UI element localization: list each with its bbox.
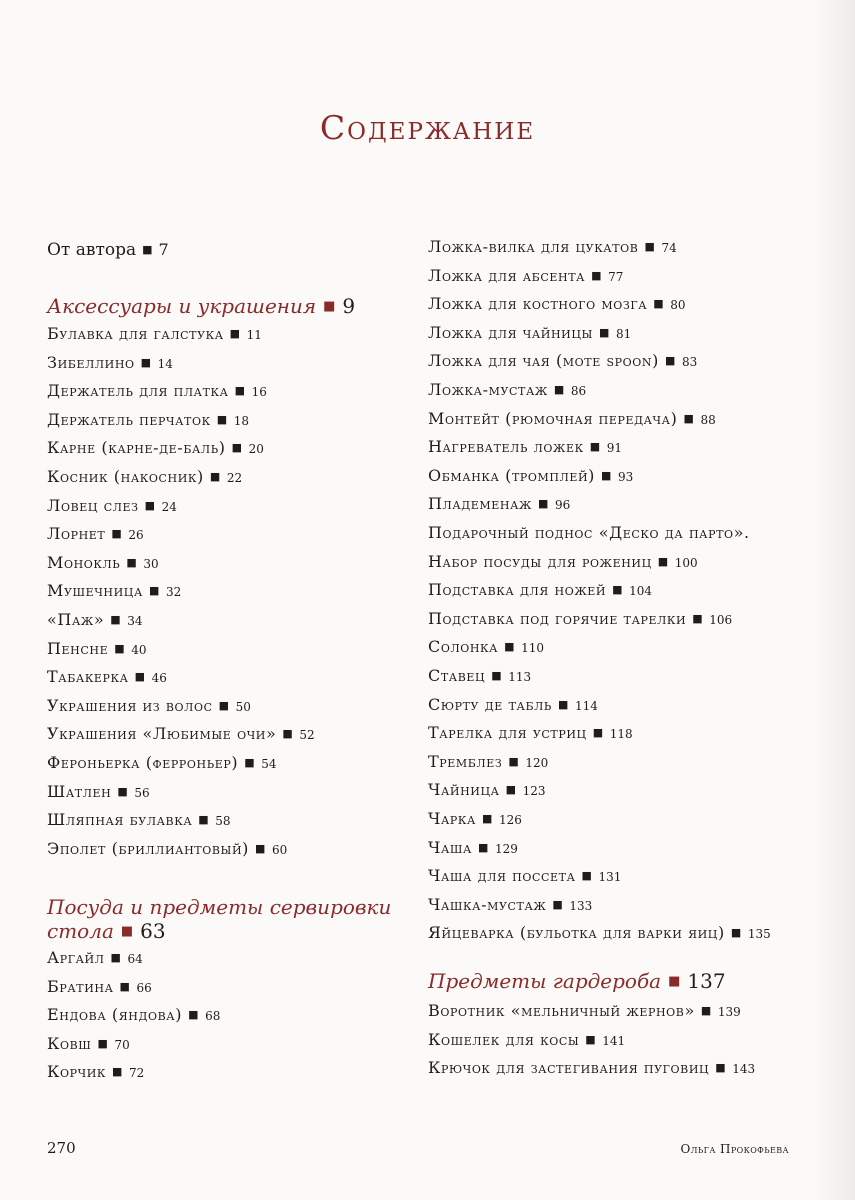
toc-entry-page: 16	[251, 385, 267, 400]
bullet-icon: ■	[140, 355, 152, 369]
bullet-icon: ■	[218, 698, 230, 712]
toc-entry-label: Ловец слез	[47, 495, 139, 515]
toc-entry[interactable]	[428, 266, 623, 285]
toc-entry-label: Обманка (тромплей)	[428, 465, 596, 485]
bullet-icon: ■	[715, 1061, 727, 1075]
bullet-icon: ■	[229, 327, 241, 340]
toc-entry-label: Лорнет	[47, 524, 106, 544]
bullet-icon: ■	[591, 268, 603, 282]
toc-entry[interactable]	[428, 380, 586, 399]
toc-entry-label: Мушечница	[47, 581, 143, 601]
toc-entry-label: Эполет (бриллиантовый)	[47, 838, 249, 858]
section-heading-wardrobe[interactable]	[428, 969, 726, 993]
bullet-icon: ■	[664, 354, 676, 368]
toc-entry-label: Чаша	[428, 837, 472, 857]
toc-entry[interactable]	[47, 639, 147, 658]
bullet-icon: ■	[683, 411, 695, 425]
toc-entry-label: Ложка для чая (mote spoon)	[428, 351, 659, 371]
toc-entry-label: Косник (накосник)	[47, 467, 204, 486]
toc-entry-label: Табакерка	[47, 667, 129, 687]
toc-entry-label: Чаша для поссета	[428, 866, 576, 886]
toc-entry[interactable]	[428, 923, 771, 942]
bullet-icon: ■	[505, 783, 517, 797]
toc-entry[interactable]	[428, 1030, 625, 1049]
bullet-icon: ■	[481, 812, 493, 825]
toc-entry-page: 93	[618, 469, 634, 484]
toc-entry[interactable]	[47, 839, 287, 858]
toc-entry-label: Чарка	[428, 809, 476, 828]
bullet-icon: ■	[117, 784, 129, 798]
bullet-icon: ■	[668, 974, 681, 989]
toc-entry[interactable]	[428, 237, 677, 256]
toc-entry-label: Ложка-вилка для цукатов	[428, 237, 639, 256]
toc-entry-page: 32	[165, 585, 182, 600]
bullet-icon: ■	[598, 325, 610, 339]
section-page: 137	[687, 969, 726, 993]
toc-entry-page: 91	[606, 441, 623, 456]
toc-entry-page: 77	[608, 269, 624, 284]
toc-entry-page: 80	[670, 298, 686, 313]
toc-entry[interactable]	[428, 809, 522, 828]
bullet-icon: ■	[508, 754, 520, 768]
toc-entry-label: Ложка для чайницы	[428, 322, 593, 342]
toc-entry-label: Монокль	[47, 552, 121, 572]
toc-entry[interactable]	[47, 948, 143, 967]
toc-entry[interactable]	[428, 723, 633, 742]
toc-entry-label: Тарелка для устриц	[428, 723, 587, 743]
toc-entry-page: 83	[681, 355, 698, 370]
bullet-icon: ■	[148, 584, 160, 598]
bullet-icon: ■	[111, 527, 123, 541]
toc-entry-label: Фероньерка (ферроньер)	[47, 753, 239, 772]
toc-entry-page: 126	[498, 813, 522, 827]
toc-entry-page: 46	[151, 671, 167, 686]
toc-entry-intro[interactable]	[47, 240, 169, 260]
toc-entry-page: 54	[261, 757, 277, 771]
toc-entry-label: Пенсне	[47, 638, 109, 658]
toc-entry[interactable]	[47, 977, 152, 996]
toc-entry-page: 14	[157, 356, 173, 371]
toc-entry-page: 135	[747, 927, 771, 942]
toc-entry-page: 66	[136, 980, 152, 995]
toc-entry[interactable]	[47, 1034, 130, 1053]
toc-entry-label: Солонка	[428, 637, 499, 657]
toc-entry-page: 74	[661, 241, 677, 255]
toc-entry[interactable]	[428, 637, 544, 656]
toc-entry[interactable]	[47, 667, 167, 686]
bullet-icon: ■	[581, 869, 593, 883]
bullet-icon: ■	[592, 726, 604, 740]
bullet-icon: ■	[114, 641, 126, 655]
section-heading-tableware[interactable]	[47, 895, 391, 919]
toc-entry-label: Братина	[47, 976, 114, 996]
toc-entry-page: 120	[525, 755, 549, 770]
toc-entry[interactable]	[428, 780, 546, 799]
toc-entry[interactable]	[428, 351, 697, 370]
toc-entry-label: Ложка для костного мозга	[428, 294, 648, 314]
toc-entry-page: 7	[158, 240, 169, 259]
toc-entry[interactable]	[428, 409, 716, 428]
toc-entry-page: 52	[299, 728, 315, 743]
bullet-icon: ■	[553, 383, 565, 396]
bullet-icon: ■	[112, 1065, 124, 1079]
toc-entry[interactable]	[428, 323, 631, 342]
toc-entry-page: 11	[246, 328, 262, 342]
toc-entry-label: Ложка-мустаж	[428, 380, 548, 399]
toc-entry-page: 30	[143, 556, 159, 571]
toc-entry[interactable]	[47, 524, 144, 543]
toc-entry[interactable]	[47, 353, 173, 372]
toc-entry-page: 26	[128, 528, 144, 543]
toc-entry[interactable]	[47, 810, 231, 829]
toc-entry[interactable]	[47, 324, 262, 343]
toc-entry[interactable]	[428, 580, 652, 599]
toc-entry-label: Нагреватель ложек	[428, 437, 584, 457]
bullet-icon: ■	[244, 756, 256, 769]
toc-entry-label: Булавка для галстука	[47, 324, 224, 343]
toc-entry-page: 143	[732, 1062, 756, 1077]
toc-entry-label: Украшения из волос	[47, 695, 213, 715]
toc-entry-label: Корчик	[47, 1062, 107, 1082]
toc-entry-page: 96	[555, 498, 571, 513]
toc-entry-label: Ложка для абсента	[428, 265, 586, 285]
toc-entry-label: Украшения «Любимые очи»	[47, 724, 277, 744]
toc-entry-page: 81	[615, 326, 632, 341]
toc-entry[interactable]	[428, 1058, 755, 1077]
toc-entry[interactable]	[47, 610, 143, 629]
toc-entry-label: Набор посуды для рожениц	[428, 551, 652, 571]
toc-entry-label: «Паж»	[47, 610, 105, 629]
toc-entry-page: 141	[602, 1033, 626, 1048]
toc-entry-page: 133	[569, 898, 593, 913]
bullet-icon: ■	[209, 470, 221, 483]
bullet-icon: ■	[491, 669, 503, 682]
toc-entry-label: Ендова (яндова)	[47, 1005, 183, 1025]
toc-entry-page: 113	[508, 670, 532, 684]
toc-entry[interactable]	[428, 294, 685, 313]
section-heading-tableware-line2[interactable]	[47, 919, 166, 943]
bullet-icon: ■	[477, 840, 489, 854]
bullet-icon: ■	[216, 412, 228, 426]
bullet-icon: ■	[589, 440, 601, 454]
toc-entry[interactable]	[47, 782, 150, 801]
bullet-icon: ■	[110, 951, 122, 964]
toc-entry[interactable]	[47, 496, 177, 515]
toc-entry-page: 20	[248, 442, 264, 457]
bullet-icon: ■	[612, 583, 624, 597]
toc-entry[interactable]	[428, 695, 598, 714]
bullet-icon: ■	[144, 498, 156, 512]
toc-entry-label: Сюрту де табль	[428, 694, 552, 714]
page-number: 270	[47, 1139, 76, 1157]
section-heading-accessories[interactable]	[47, 294, 355, 318]
toc-entry[interactable]	[428, 609, 732, 628]
toc-entry-page: 40	[131, 642, 147, 657]
bullet-icon: ■	[142, 243, 153, 256]
toc-entry[interactable]	[428, 1001, 741, 1020]
toc-entry-label: Зибеллино	[47, 352, 135, 372]
bullet-icon: ■	[730, 926, 742, 940]
toc-entry[interactable]	[428, 523, 750, 542]
bullet-icon: ■	[231, 441, 243, 455]
section-page: 9	[342, 294, 356, 318]
toc-entry-page: 100	[674, 555, 698, 570]
toc-entry[interactable]	[47, 724, 315, 743]
toc-entry-page: 86	[570, 384, 587, 398]
toc-entry-label: Держатель для платка	[47, 381, 229, 401]
toc-entry[interactable]	[47, 438, 264, 457]
toc-entry[interactable]	[428, 838, 518, 857]
toc-entry-page: 88	[700, 412, 716, 427]
toc-entry-label: Шатлен	[47, 781, 112, 801]
bullet-icon: ■	[97, 1036, 109, 1050]
toc-entry[interactable]	[47, 467, 242, 486]
toc-entry[interactable]	[428, 437, 622, 456]
toc-entry-label: Ставец	[428, 666, 486, 685]
bullet-icon: ■	[188, 1008, 200, 1022]
bullet-icon: ■	[552, 897, 564, 911]
toc-entry-page: 56	[134, 785, 150, 800]
bullet-icon: ■	[644, 240, 656, 253]
bullet-icon: ■	[657, 554, 669, 568]
toc-entry[interactable]	[428, 666, 531, 685]
toc-entry-label: Держатель перчаток	[47, 409, 211, 429]
bullet-icon: ■	[557, 697, 569, 711]
running-head-author: Ольга Прокофьева	[680, 1142, 789, 1156]
toc-entry-label: Яйцеварка (бульотка для варки яиц)	[428, 923, 725, 943]
toc-entry-page: 104	[629, 584, 653, 599]
toc-entry[interactable]	[428, 552, 698, 571]
toc-entry[interactable]	[47, 1005, 220, 1024]
toc-entry-page: 118	[609, 727, 633, 742]
bullet-icon: ■	[110, 613, 122, 626]
toc-entry[interactable]	[47, 753, 276, 772]
toc-entry-page: 24	[161, 499, 177, 514]
toc-entry-page: 139	[717, 1005, 741, 1019]
toc-entry-page: 60	[271, 842, 288, 857]
toc-entry-page: 110	[521, 641, 545, 656]
toc-entry-page: 72	[129, 1066, 145, 1081]
bullet-icon: ■	[504, 640, 516, 654]
toc-entry-page: 70	[114, 1037, 130, 1052]
toc-entry-page: 114	[574, 698, 598, 713]
toc-entry-page: 34	[127, 614, 143, 628]
toc-entry[interactable]	[47, 696, 251, 715]
bullet-icon: ■	[198, 813, 210, 827]
bullet-icon: ■	[254, 841, 266, 855]
bullet-icon: ■	[653, 297, 665, 311]
toc-entry[interactable]	[47, 553, 159, 572]
toc-entry[interactable]	[428, 752, 548, 771]
toc-entry-label: Ковш	[47, 1033, 92, 1053]
toc-entry-label: Чайница	[428, 780, 500, 800]
toc-entry-page: 131	[598, 870, 622, 885]
toc-entry-label: Воротник «мельничный жернов»	[428, 1001, 695, 1020]
toc-entry-label: Тремблез	[428, 751, 503, 771]
toc-entry-label: Подставка под горячие тарелки	[428, 608, 687, 628]
toc-entry-label: Чашка-мустаж	[428, 894, 547, 914]
toc-entry[interactable]	[428, 494, 570, 513]
toc-entry-label: Крючок для застегивания пуговиц	[428, 1058, 710, 1078]
toc-entry-label: Кошелек для косы	[428, 1029, 580, 1049]
toc-entry-page: 50	[235, 699, 251, 714]
toc-entry[interactable]	[428, 466, 633, 485]
bullet-icon: ■	[700, 1004, 712, 1017]
toc-entry[interactable]	[428, 866, 621, 885]
toc-entry-page: 129	[494, 841, 518, 856]
bullet-icon: ■	[538, 497, 550, 511]
bullet-icon: ■	[134, 670, 146, 684]
toc-entry-page: 68	[205, 1009, 221, 1024]
toc-entry[interactable]	[47, 581, 181, 600]
page-title: Содержание	[319, 108, 536, 147]
section-title-line2: стола	[47, 919, 114, 943]
bullet-icon: ■	[601, 468, 613, 482]
toc-entry-label: Монтейт (рюмочная передача)	[428, 408, 678, 428]
section-page: 63	[140, 919, 166, 943]
section-title: Предметы гардероба	[428, 969, 662, 993]
toc-entry-label: Подарочный поднос «Деско да парто».	[428, 523, 750, 542]
toc-entry-page: 64	[127, 952, 143, 966]
bullet-icon: ■	[585, 1032, 597, 1046]
bullet-icon: ■	[692, 611, 704, 625]
bullet-icon: ■	[323, 299, 336, 314]
toc-entry-label: От автора	[47, 240, 137, 260]
toc-entry-page: 123	[522, 784, 546, 799]
toc-entry-label: Пладеменаж	[428, 494, 533, 514]
toc-entry-page: 22	[226, 471, 243, 485]
toc-entry[interactable]	[428, 895, 592, 914]
toc-entry-label: Подставка для ножей	[428, 580, 607, 600]
toc-entry-label: Карне (карне-де-баль)	[47, 438, 226, 458]
bullet-icon: ■	[120, 924, 134, 939]
toc-entry[interactable]	[47, 410, 249, 429]
toc-entry-page: 58	[215, 814, 231, 829]
section-title: Аксессуары и украшения	[47, 294, 317, 318]
bullet-icon: ■	[234, 384, 246, 398]
bullet-icon: ■	[282, 727, 294, 741]
section-title-line1: Посуда и предметы сервировки	[47, 895, 392, 919]
toc-entry-page: 106	[709, 612, 733, 627]
toc-entry[interactable]	[47, 1062, 144, 1081]
toc-entry[interactable]	[47, 381, 267, 400]
toc-entry-label: Шляпная булавка	[47, 810, 193, 830]
toc-entry-page: 18	[233, 413, 249, 428]
page-edge-shadow	[815, 0, 855, 1200]
bullet-icon: ■	[119, 979, 131, 993]
toc-entry-label: Аргайл	[47, 948, 105, 967]
bullet-icon: ■	[126, 555, 138, 569]
